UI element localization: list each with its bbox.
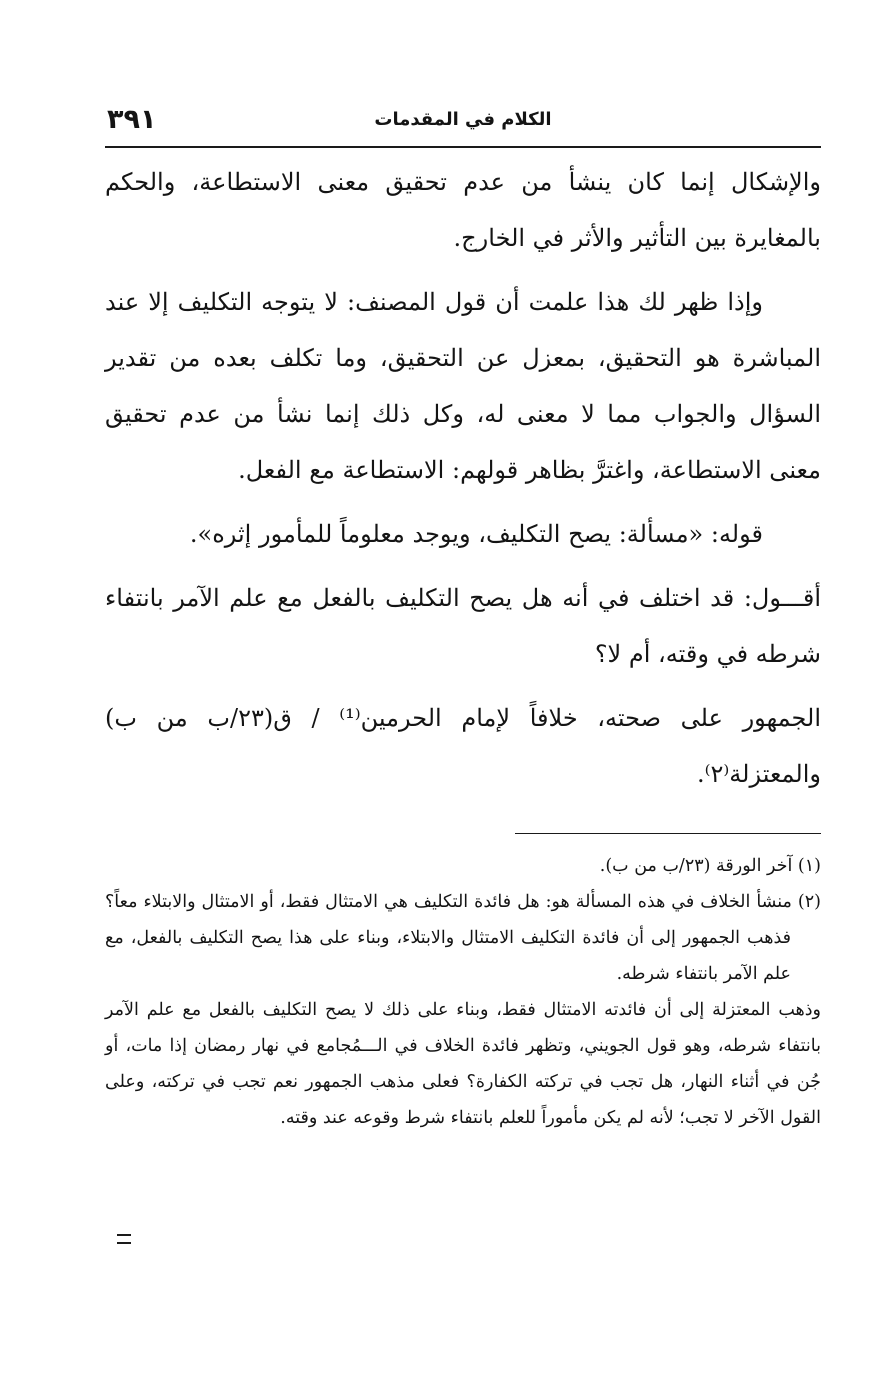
paragraph: الجمهور على صحته، خلافاً لإمام الحرمين⁽¹⁾ / ق(٢٣/ب من ب) والمعتزلة⁽٢⁾. [105, 704, 821, 788]
footnotes [105, 848, 821, 1136]
paragraph: أقـــول: قد اختلف في أنه هل يصح التكليف بالفعل مع علم الآمر بانتفاء شرطه في وقته، أم لا؟ [105, 584, 821, 668]
continuation-mark [117, 1234, 131, 1244]
main-text [105, 154, 821, 810]
header-rule [105, 146, 821, 148]
quoted-issue: قوله: «مسألة: يصح التكليف، ويوجد معلوماً للمأمور إثره». [189, 520, 763, 548]
footnote-2: (٢) منشأ الخلاف في هذه المسألة هو: هل فائدة التكليف هي الامتثال فقط، أو الامتثال والابتلاء معاً؟ فذهب الجمهور إلى أن فائدة التكليف الامتثال والابتلاء، وبناء على هذا يصح التكليف بالفعل، مع علم الآمر بانتفاء شرطه. [105, 892, 821, 984]
paragraph: وإذا ظهر لك هذا علمت أن قول المصنف: لا يتوجه التكليف إلا عند المباشرة هو التحقيق، بمعزل عن التحقيق، وما تكلف بعده من تقدير السؤال والجواب مما لا معنى له، وكل ذلك إنما نشأ من عدم تحقيق معنى الاستطاعة، واغترَّ بظاهر قولهم: الاستطاعة مع الفعل. [105, 288, 821, 484]
page-header [105, 100, 821, 144]
running-title: الكلام في المقدمات [374, 109, 552, 130]
footnote-1: (١) آخر الورقة (٢٣/ب من ب). [599, 856, 821, 876]
footnote-2-continuation: وذهب المعتزلة إلى أن فائدته الامتثال فقط، وبناء على ذلك لا يصح التكليف بالفعل مع علم الآمر بانتفاء شرطه، وهو قول الجويني، وتظهر فائدة الخلاف في الـــمُجامع في نهار رمضان إذا مات، أو جُن في أثناء النهار، هل تجب في تركته الكفارة؟ فعلى مذهب الجمهور نعم تجب في تركته، وعلى القول الآخر لا تجب؛ لأنه لم يكن مأموراً للعلم بانتفاء شرط وقوعه عند وقته. [105, 1000, 821, 1128]
page-number: ٣٩١ [107, 104, 157, 135]
paragraph: والإشكال إنما كان ينشأ من عدم تحقيق معنى الاستطاعة، والحكم بالمغايرة بين التأثير والأثر في الخارج. [105, 168, 822, 252]
footnote-rule [515, 833, 821, 834]
